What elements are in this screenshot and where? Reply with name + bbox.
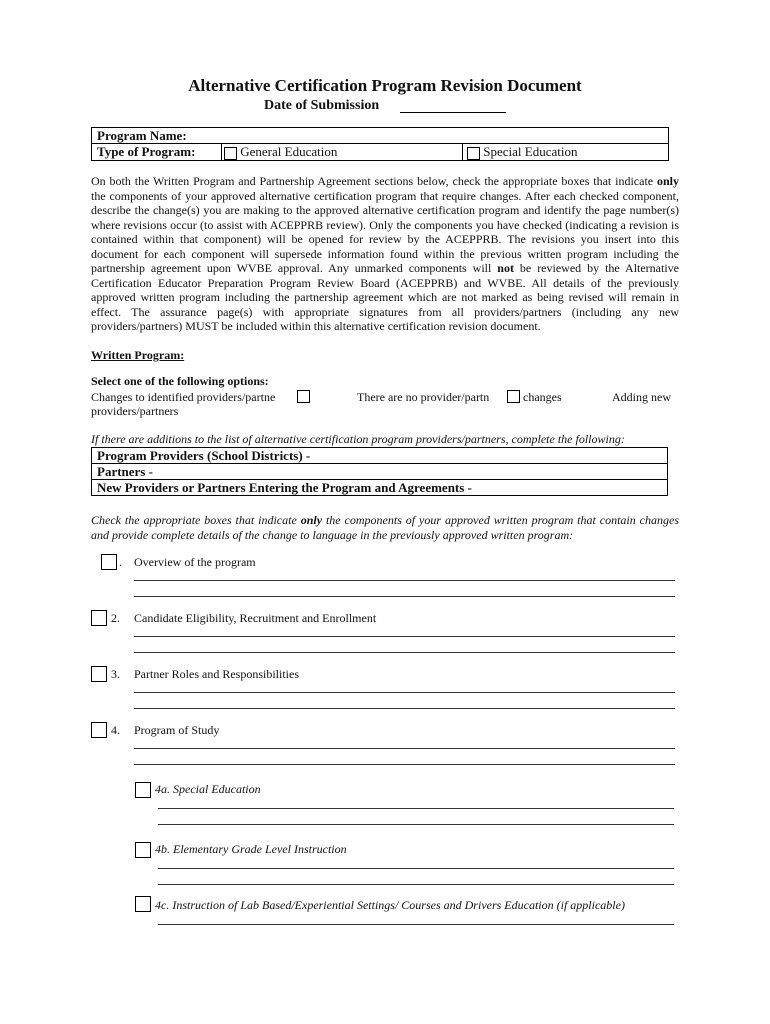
instructions-not: not bbox=[497, 261, 514, 275]
subcomponent-4a-line-1[interactable] bbox=[158, 808, 674, 809]
component-2-line-1[interactable] bbox=[134, 636, 675, 637]
additions-row-new[interactable]: New Providers or Partners Entering the Program and Agreements - bbox=[92, 480, 668, 496]
component-3-number: 3. bbox=[111, 667, 120, 681]
additions-row-providers[interactable]: Program Providers (School Districts) - bbox=[92, 448, 668, 464]
select-option-label: Select one of the following options: bbox=[91, 374, 269, 388]
component-1-checkbox[interactable] bbox=[101, 554, 117, 570]
check-note-text-b: the components of your approved written program that contain changes and provide complete details of the change to language in the previously approved written program: bbox=[91, 513, 679, 542]
date-input-line[interactable] bbox=[400, 112, 506, 113]
component-4-checkbox[interactable] bbox=[91, 722, 107, 738]
general-education-cell bbox=[222, 144, 463, 161]
option-changes-checkbox[interactable] bbox=[297, 390, 310, 403]
component-3-checkbox[interactable] bbox=[91, 666, 107, 682]
component-4-number: 4. bbox=[111, 723, 120, 737]
component-1-number: . bbox=[119, 555, 122, 569]
instructions-text-2: the components of your approved alternative certification program that require changes. After each checked component, describe the change(s) you are making to the approved alternative certification program and identify the page number(s) where revisions occur (to assist with ACEPPRB review). Only the components you have checked (indicating a revision is contained within that component) will be opened for review by the ACEPPRB. The revisions you insert into this document for each component will supersede information found within the previous written program including the partnership agreement upon WVBE approval. Any unmarked components will bbox=[91, 188, 679, 275]
subcomponent-4c-label: 4c. Instruction of Lab Based/Experiential Settings/ Courses and Drivers Education (if applicable) bbox=[155, 898, 625, 912]
program-table bbox=[91, 127, 669, 161]
subcomponent-4b-checkbox[interactable] bbox=[135, 842, 151, 858]
additions-note: If there are additions to the list of alternative certification program providers/partners, complete the following: bbox=[91, 432, 625, 446]
subcomponent-4c-checkbox[interactable] bbox=[135, 896, 151, 912]
special-education-checkbox[interactable] bbox=[467, 147, 480, 160]
component-3-line-1[interactable] bbox=[134, 692, 675, 693]
subcomponent-4c-line-1[interactable] bbox=[158, 924, 674, 925]
subcomponent-4b-label: 4b. Elementary Grade Level Instruction bbox=[155, 842, 347, 856]
component-2-line-2[interactable] bbox=[134, 652, 675, 653]
subcomponent-4b-line-2[interactable] bbox=[158, 884, 674, 885]
program-name-label: Program Name: bbox=[97, 128, 187, 143]
check-note-only: only bbox=[300, 513, 323, 527]
option-no-changes-end: changes bbox=[523, 390, 562, 404]
subcomponent-4a-line-2[interactable] bbox=[158, 824, 674, 825]
component-2-label: Candidate Eligibility, Recruitment and Enrollment bbox=[134, 611, 377, 625]
additions-table bbox=[91, 447, 668, 496]
special-education-label: Special Education bbox=[483, 144, 578, 159]
component-4-label: Program of Study bbox=[134, 723, 220, 737]
instructions-paragraph bbox=[91, 174, 679, 334]
component-2-checkbox[interactable] bbox=[91, 610, 107, 626]
component-1-label: Overview of the program bbox=[134, 555, 256, 569]
component-4-line-2[interactable] bbox=[134, 764, 675, 765]
option-adding-new-label: Adding new bbox=[612, 390, 671, 404]
component-4-line-1[interactable] bbox=[134, 748, 675, 749]
component-3-label: Partner Roles and Responsibilities bbox=[134, 667, 299, 681]
general-education-checkbox[interactable] bbox=[224, 147, 237, 160]
program-type-label: Type of Program: bbox=[92, 144, 222, 161]
subcomponent-4a-checkbox[interactable] bbox=[135, 782, 151, 798]
document-title: Alternative Certification Program Revision Document bbox=[188, 76, 582, 95]
subcomponent-4a-label: 4a. Special Education bbox=[155, 782, 261, 796]
additions-row-partners[interactable]: Partners - bbox=[92, 464, 668, 480]
check-note bbox=[91, 513, 679, 543]
instructions-text-1: On both the Written Program and Partnership Agreement sections below, check the appropriate boxes that indicate bbox=[91, 174, 657, 188]
option-changes-cont: providers/partners bbox=[91, 404, 179, 418]
general-education-label: General Education bbox=[240, 144, 338, 159]
component-3-line-2[interactable] bbox=[134, 708, 675, 709]
instructions-text-3: be reviewed by the Alternative Certification Educator Preparation Program Review Board (ACEPPRB) and WVBE. All details of the previously approved written program including the partnership agreement which are not marked as being revised will remain in effect. The assurance page(s) with appropriate signatures from all providers/partners (including any new providers/partners) MUST be included within this alternative certification revision document. bbox=[91, 261, 679, 333]
subcomponent-4b-line-1[interactable] bbox=[158, 868, 674, 869]
program-name-cell[interactable] bbox=[92, 128, 669, 144]
component-2-number: 2. bbox=[111, 611, 120, 625]
component-1-line-1[interactable] bbox=[134, 580, 675, 581]
written-program-heading: Written Program: bbox=[91, 348, 185, 362]
component-1-line-2[interactable] bbox=[134, 596, 675, 597]
instructions-only: only bbox=[656, 174, 679, 188]
special-education-cell bbox=[463, 144, 669, 161]
option-no-changes-label: There are no provider/partn bbox=[357, 390, 490, 404]
date-label: Date of Submission bbox=[264, 98, 380, 113]
option-no-changes-checkbox[interactable] bbox=[507, 390, 520, 403]
option-changes-label: Changes to identified providers/partne bbox=[91, 390, 276, 404]
check-note-text-a: Check the appropriate boxes that indicate bbox=[91, 513, 301, 527]
